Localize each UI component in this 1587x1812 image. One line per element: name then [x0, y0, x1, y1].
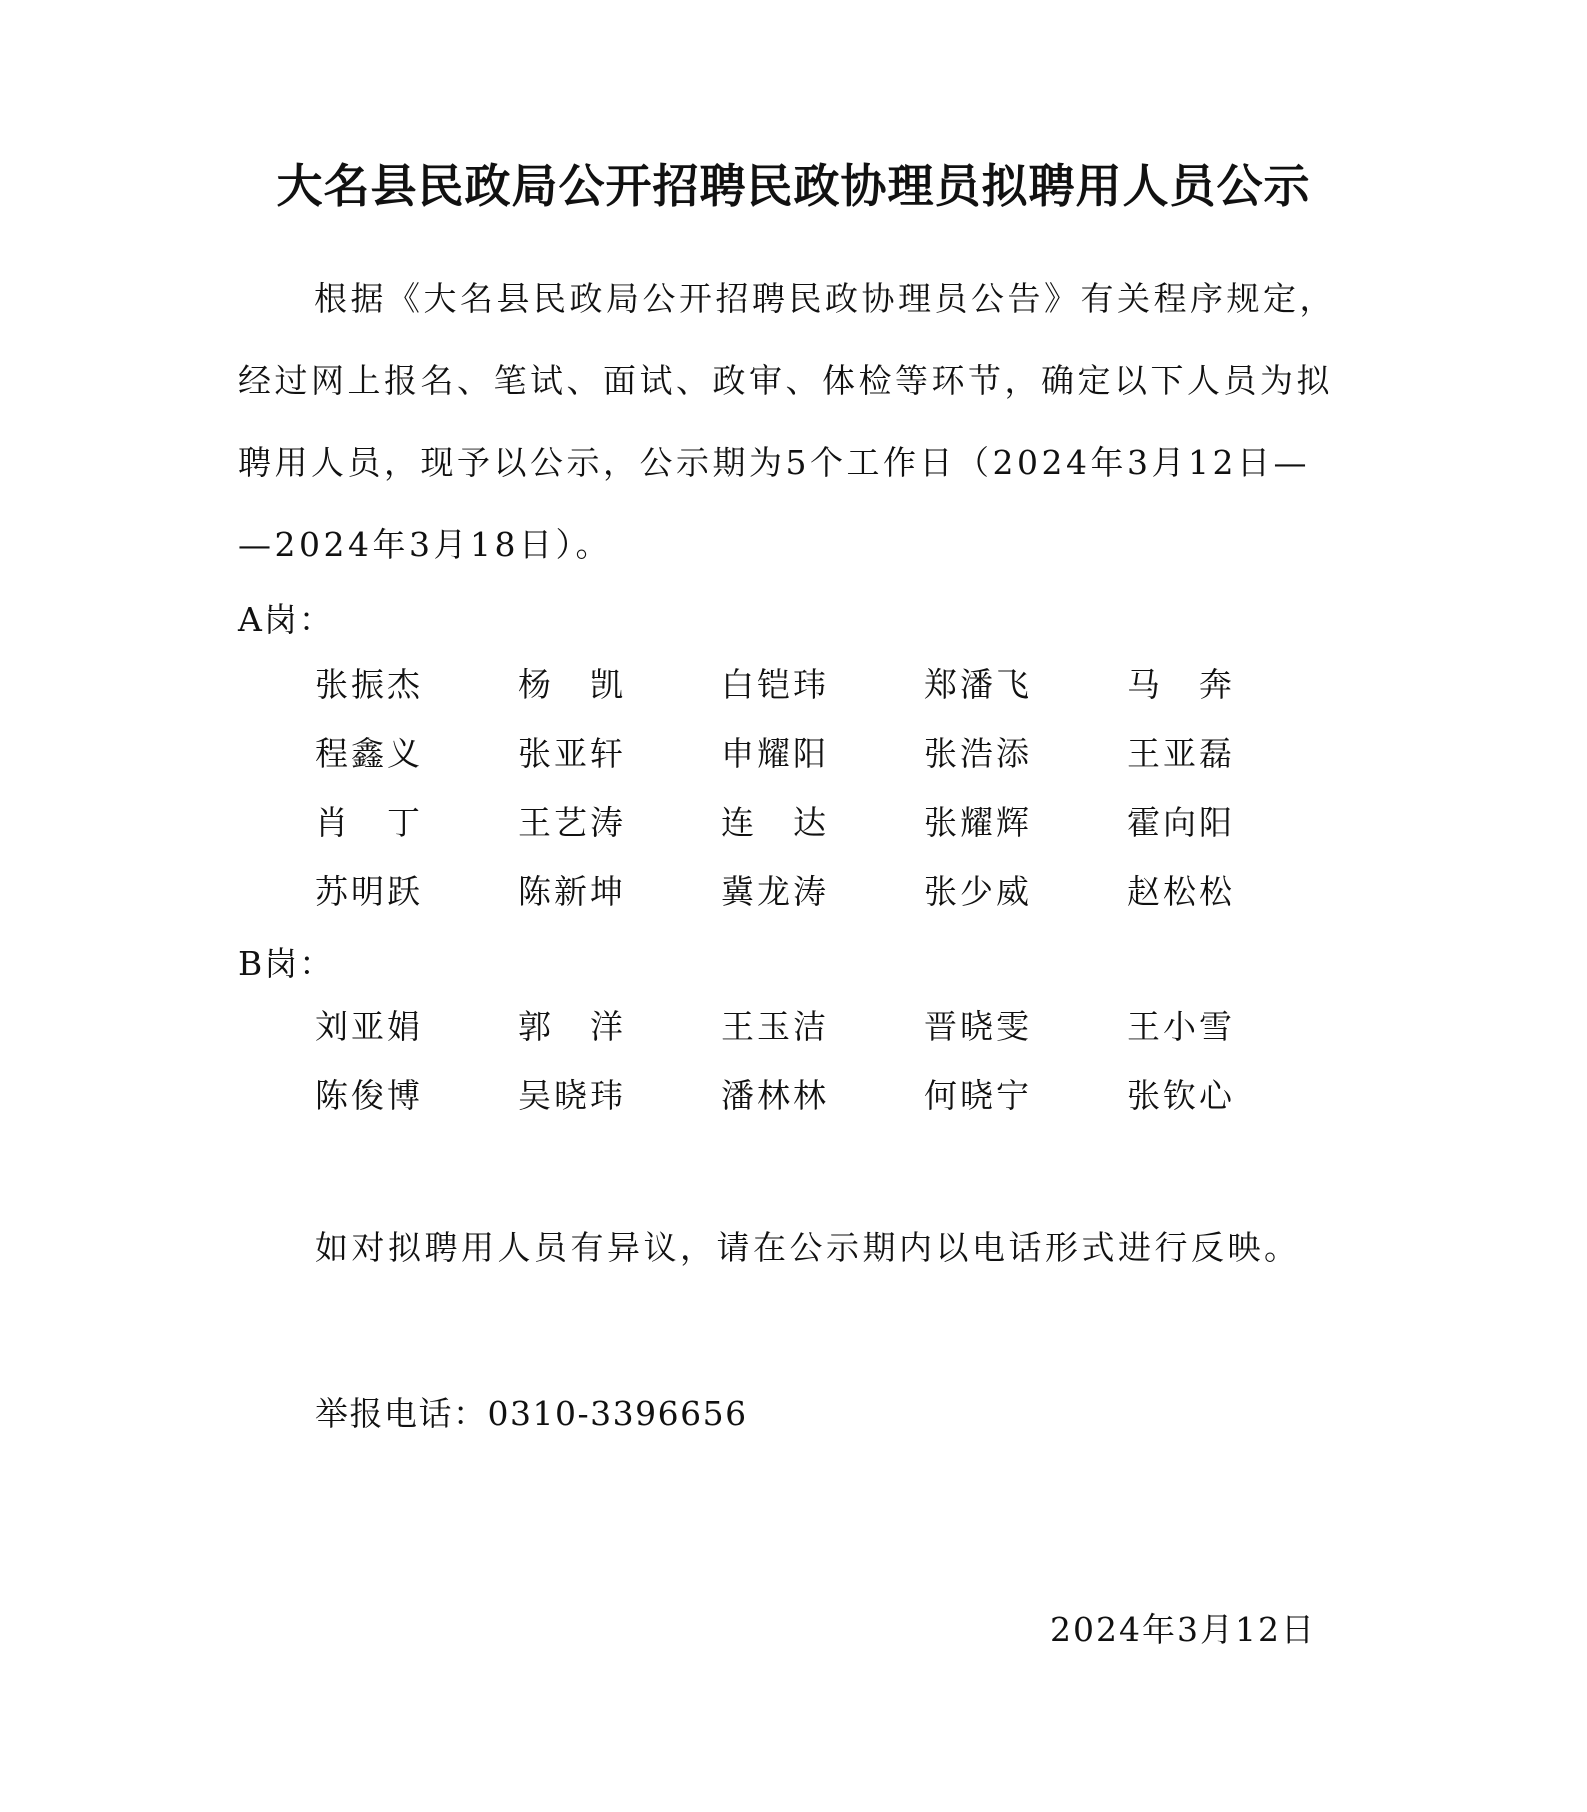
name-cell: 王亚磊	[1127, 734, 1235, 773]
name-cell: 吴晓玮	[518, 1076, 626, 1115]
name-cell: 冀龙涛	[721, 872, 829, 911]
publication-date: 2024年3月12日	[1050, 1610, 1316, 1649]
name-cell: 申耀阳	[721, 734, 829, 773]
intro-line-3: 聘用人员，现予以公示，公示期为5个工作日（2024年3月12日—	[238, 443, 1310, 482]
name-cell: 白铠玮	[721, 665, 829, 704]
document-title: 大名县民政局公开招聘民政协理员拟聘用人员公示	[276, 159, 1311, 213]
name-cell: 何晓宁	[924, 1076, 1032, 1115]
objection-notice: 如对拟聘用人员有异议，请在公示期内以电话形式进行反映。	[315, 1228, 1301, 1267]
section-a-label: A岗：	[238, 600, 334, 639]
report-phone: 举报电话：0310-3396656	[315, 1394, 748, 1433]
section-a-names	[315, 650, 1330, 926]
name-cell: 马 奔	[1127, 665, 1235, 704]
name-cell: 陈新坤	[518, 872, 626, 911]
name-cell: 张亚轩	[518, 734, 626, 773]
intro-line-4: —2024年3月18日）。	[238, 525, 612, 564]
name-cell: 张耀辉	[924, 803, 1032, 842]
name-cell: 王玉洁	[721, 1007, 829, 1046]
name-cell: 肖 丁	[315, 803, 423, 842]
name-cell: 郑潘飞	[924, 665, 1032, 704]
name-cell: 晋晓雯	[924, 1007, 1032, 1046]
name-cell: 赵松松	[1127, 872, 1235, 911]
name-row	[315, 650, 1330, 719]
name-cell: 张钦心	[1127, 1076, 1235, 1115]
intro-line-2: 经过网上报名、笔试、面试、政审、体检等环节，确定以下人员为拟	[238, 361, 1333, 400]
name-cell: 杨 凯	[518, 665, 626, 704]
name-cell: 苏明跃	[315, 872, 423, 911]
name-cell: 刘亚娟	[315, 1007, 423, 1046]
name-cell: 张少威	[924, 872, 1032, 911]
name-cell: 霍向阳	[1127, 803, 1235, 842]
name-cell: 潘林林	[721, 1076, 829, 1115]
name-cell: 张振杰	[315, 665, 423, 704]
name-row	[315, 992, 1330, 1061]
name-cell: 张浩添	[924, 734, 1032, 773]
name-cell: 程鑫义	[315, 734, 423, 773]
name-cell: 陈俊博	[315, 1076, 423, 1115]
name-cell: 连 达	[721, 803, 829, 842]
name-row	[315, 719, 1330, 788]
name-cell: 郭 洋	[518, 1007, 626, 1046]
section-b-names	[315, 992, 1330, 1130]
intro-line-1: 根据《大名县民政局公开招聘民政协理员公告》有关程序规定，	[314, 279, 1336, 318]
name-cell: 王小雪	[1127, 1007, 1235, 1046]
name-row	[315, 857, 1330, 926]
name-row	[315, 1061, 1330, 1130]
intro-paragraph	[238, 258, 1338, 586]
section-b-label: B岗：	[238, 944, 335, 983]
name-cell: 王艺涛	[518, 803, 626, 842]
name-row	[315, 788, 1330, 857]
